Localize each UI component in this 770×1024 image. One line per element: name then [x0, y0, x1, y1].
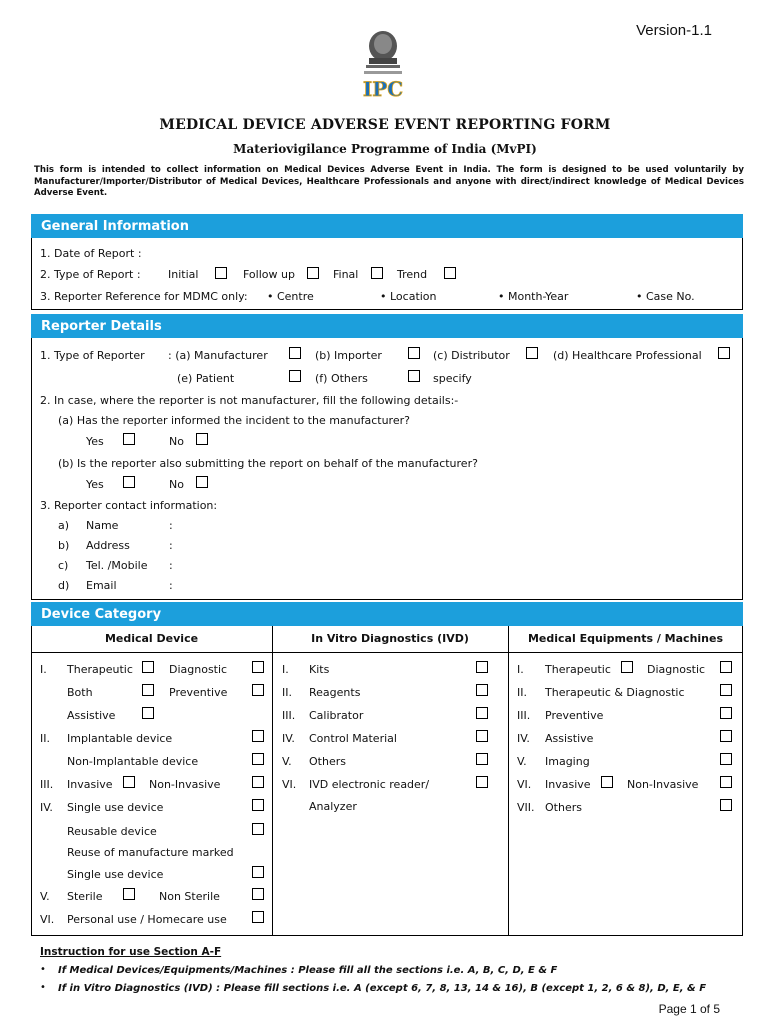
reporter-type-label: 1. Type of Reporter: [40, 349, 145, 362]
reporter-specify-label: specify: [433, 372, 472, 385]
date-of-report-label: 1. Date of Report :: [40, 247, 142, 260]
ref-month-year-label: • Month-Year: [498, 290, 569, 303]
me-iii-marker: III.: [517, 709, 531, 722]
ivd-reader-label-line1: IVD electronic reader/: [309, 778, 430, 791]
contact-name-label: Name: [86, 519, 119, 532]
md-v-marker: V.: [40, 890, 50, 903]
ivd-control-label: Control Material: [309, 732, 397, 745]
column-divider-1: [272, 626, 273, 936]
ivd-reagents-checkbox[interactable]: [476, 684, 488, 696]
contact-email-label: Email: [86, 579, 117, 592]
contact-email-colon: :: [169, 579, 173, 592]
instructions-title: Instruction for use Section A-F: [40, 946, 222, 958]
ivd-v-marker: V.: [282, 755, 292, 768]
type-followup-checkbox[interactable]: [307, 267, 319, 279]
type-initial-checkbox[interactable]: [215, 267, 227, 279]
reporter-importer-checkbox[interactable]: [408, 347, 420, 359]
md-both-checkbox[interactable]: [142, 684, 154, 696]
me-invasive-label: Invasive: [545, 778, 591, 791]
contact-a-marker: a): [58, 519, 70, 532]
md-therapeutic-label: Therapeutic: [67, 663, 133, 676]
me-diagnostic-checkbox[interactable]: [720, 661, 732, 673]
me-preventive-checkbox[interactable]: [720, 707, 732, 719]
me-assistive-checkbox[interactable]: [720, 730, 732, 742]
type-of-report-label: 2. Type of Report :: [40, 268, 141, 281]
md-assistive-checkbox[interactable]: [142, 707, 154, 719]
q2a-no-label: No: [169, 435, 184, 448]
ivd-i-marker: I.: [282, 663, 289, 676]
md-personal-use-label: Personal use / Homecare use: [67, 913, 227, 926]
me-noninvasive-checkbox[interactable]: [720, 776, 732, 788]
md-single-use-label: Single use device: [67, 801, 164, 814]
q2b-yes-label: Yes: [86, 478, 104, 491]
type-initial-label: Initial: [168, 268, 199, 281]
question-2a: (a) Has the reporter informed the incident to the manufacturer?: [58, 414, 410, 427]
instruction-line-1: If Medical Devices/Equipments/Machines : Please fill all the sections i.e. A, B, C, D, E & F: [58, 965, 558, 976]
md-reuse-label-line2: Single use device: [67, 868, 164, 881]
reporter-details-header: Reporter Details: [31, 314, 743, 338]
me-ii-marker: II.: [517, 686, 527, 699]
instruction-bullet-1: •: [40, 964, 46, 975]
md-both-label: Both: [67, 686, 93, 699]
page-number: Page 1 of 5: [658, 1002, 720, 1016]
instruction-line-2: If in Vitro Diagnostics (IVD) : Please fill sections i.e. A (except 6, 7, 8, 13, 14 & 16), B (except 1, 2, 6 & 8), D, E, & F: [58, 983, 707, 994]
me-thdiag-label: Therapeutic & Diagnostic: [545, 686, 685, 699]
ivd-reader-label-line2: Analyzer: [309, 800, 357, 813]
md-reuse-checkbox[interactable]: [252, 866, 264, 878]
svg-text:IPC: IPC: [362, 77, 404, 100]
md-personal-use-checkbox[interactable]: [252, 911, 264, 923]
question-2b: (b) Is the reporter also submitting the report on behalf of the manufacturer?: [58, 457, 478, 470]
ivd-reagents-label: Reagents: [309, 686, 361, 699]
type-final-checkbox[interactable]: [371, 267, 383, 279]
ref-case-no-label: • Case No.: [636, 290, 695, 303]
me-others-checkbox[interactable]: [720, 799, 732, 811]
type-trend-checkbox[interactable]: [444, 267, 456, 279]
type-final-label: Final: [333, 268, 359, 281]
ivd-control-checkbox[interactable]: [476, 730, 488, 742]
form-title: MEDICAL DEVICE ADVERSE EVENT REPORTING FORM: [159, 117, 611, 133]
medical-device-column-header: Medical Device: [104, 632, 199, 645]
me-vi-marker: VI.: [517, 778, 532, 791]
reporter-patient-checkbox[interactable]: [289, 370, 301, 382]
q2b-yes-checkbox[interactable]: [123, 476, 135, 488]
reporter-patient-label: (e) Patient: [177, 372, 235, 385]
version-label: Version-1.1: [636, 22, 712, 39]
md-nonimplantable-label: Non-Implantable device: [67, 755, 199, 768]
md-therapeutic-checkbox[interactable]: [142, 661, 154, 673]
ivd-calibrator-label: Calibrator: [309, 709, 364, 722]
q2b-no-label: No: [169, 478, 184, 491]
reporter-others-label: (f) Others: [315, 372, 368, 385]
md-preventive-checkbox[interactable]: [252, 684, 264, 696]
contact-address-label: Address: [86, 539, 130, 552]
me-preventive-label: Preventive: [545, 709, 604, 722]
me-v-marker: V.: [517, 755, 527, 768]
me-imaging-label: Imaging: [545, 755, 590, 768]
md-noninvasive-checkbox[interactable]: [252, 776, 264, 788]
ivd-reader-checkbox[interactable]: [476, 776, 488, 788]
reporter-reference-label: 3. Reporter Reference for MDMC only:: [40, 290, 248, 303]
me-diagnostic-label: Diagnostic: [647, 663, 706, 676]
instruction-bullet-2: •: [40, 982, 46, 993]
ivd-ii-marker: II.: [282, 686, 292, 699]
me-therapeutic-label: Therapeutic: [545, 663, 611, 676]
contact-c-marker: c): [58, 559, 69, 572]
ivd-kits-checkbox[interactable]: [476, 661, 488, 673]
reporter-hcp-checkbox[interactable]: [718, 347, 730, 359]
contact-tel-label: Tel. /Mobile: [86, 559, 148, 572]
md-iv-marker: IV.: [40, 801, 53, 814]
md-reusable-label: Reusable device: [67, 825, 157, 838]
md-sterile-label: Sterile: [67, 890, 103, 903]
contact-name-colon: :: [169, 519, 173, 532]
md-vi-marker: VI.: [40, 913, 55, 926]
md-implantable-label: Implantable device: [67, 732, 173, 745]
md-i-marker: I.: [40, 663, 47, 676]
ivd-kits-label: Kits: [309, 663, 330, 676]
me-others-label: Others: [545, 801, 582, 814]
reporter-distributor-label: (c) Distributor: [433, 349, 510, 362]
form-subtitle: Materiovigilance Programme of India (MvPI): [233, 142, 537, 156]
me-assistive-label: Assistive: [545, 732, 594, 745]
reporter-manufacturer-label: : (a) Manufacturer: [168, 349, 268, 362]
q2a-yes-checkbox[interactable]: [123, 433, 135, 445]
md-implantable-checkbox[interactable]: [252, 730, 264, 742]
md-noninvasive-label: Non-Invasive: [149, 778, 221, 791]
q2b-no-checkbox[interactable]: [196, 476, 208, 488]
me-imaging-checkbox[interactable]: [720, 753, 732, 765]
me-noninvasive-label: Non-Invasive: [627, 778, 699, 791]
medical-equipment-column-header: Medical Equipments / Machines: [527, 632, 724, 645]
md-preventive-label: Preventive: [169, 686, 228, 699]
reporter-others-checkbox[interactable]: [408, 370, 420, 382]
md-iii-marker: III.: [40, 778, 54, 791]
ref-location-label: • Location: [380, 290, 437, 303]
md-sterile-checkbox[interactable]: [123, 888, 135, 900]
contact-d-marker: d): [58, 579, 70, 592]
ivd-iii-marker: III.: [282, 709, 296, 722]
me-thdiag-checkbox[interactable]: [720, 684, 732, 696]
reporter-hcp-label: (d) Healthcare Professional: [553, 349, 702, 362]
q2a-no-checkbox[interactable]: [196, 433, 208, 445]
me-i-marker: I.: [517, 663, 524, 676]
md-diagnostic-label: Diagnostic: [169, 663, 228, 676]
contact-address-colon: :: [169, 539, 173, 552]
md-single-use-checkbox[interactable]: [252, 799, 264, 811]
md-nonsterile-label: Non Sterile: [159, 890, 220, 903]
reporter-distributor-checkbox[interactable]: [526, 347, 538, 359]
column-header-divider: [31, 652, 743, 653]
intro-text: This form is intended to collect information on Medical Devices Adverse Event in India. The form is designed to be used voluntarily by Manufacturer/Importer/Distributor of Medical Devices, Healthcare Professionals and anyone with direct/indirect knowledge of Medical Devices Adverse Event.: [34, 165, 744, 198]
ipc-emblem-icon: [356, 24, 410, 100]
md-nonimplantable-checkbox[interactable]: [252, 753, 264, 765]
md-reuse-label-line1: Reuse of manufacture marked: [67, 846, 234, 859]
me-vii-marker: VII.: [517, 801, 535, 814]
type-trend-label: Trend: [397, 268, 428, 281]
type-followup-label: Follow up: [243, 268, 295, 281]
ivd-others-checkbox[interactable]: [476, 753, 488, 765]
ivd-others-label: Others: [309, 755, 346, 768]
contact-b-marker: b): [58, 539, 70, 552]
column-divider-2: [508, 626, 509, 936]
ref-centre-label: • Centre: [267, 290, 314, 303]
md-invasive-checkbox[interactable]: [123, 776, 135, 788]
me-therapeutic-checkbox[interactable]: [621, 661, 633, 673]
general-information-header: General Information: [31, 214, 743, 238]
reporter-manufacturer-checkbox[interactable]: [289, 347, 301, 359]
md-invasive-label: Invasive: [67, 778, 113, 791]
ivd-calibrator-checkbox[interactable]: [476, 707, 488, 719]
non-manufacturer-question: 2. In case, where the reporter is not manufacturer, fill the following details:-: [40, 394, 459, 407]
md-diagnostic-checkbox[interactable]: [252, 661, 264, 673]
reporter-importer-label: (b) Importer: [315, 349, 382, 362]
contact-tel-colon: :: [169, 559, 173, 572]
q2a-yes-label: Yes: [86, 435, 104, 448]
md-assistive-label: Assistive: [67, 709, 116, 722]
ivd-vi-marker: VI.: [282, 778, 297, 791]
me-invasive-checkbox[interactable]: [601, 776, 613, 788]
ivd-iv-marker: IV.: [282, 732, 295, 745]
ivd-column-header: In Vitro Diagnostics (IVD): [311, 632, 469, 645]
md-ii-marker: II.: [40, 732, 50, 745]
me-iv-marker: IV.: [517, 732, 530, 745]
device-category-header: Device Category: [31, 602, 743, 626]
contact-info-label: 3. Reporter contact information:: [40, 499, 218, 512]
md-reusable-checkbox[interactable]: [252, 823, 264, 835]
md-nonsterile-checkbox[interactable]: [252, 888, 264, 900]
